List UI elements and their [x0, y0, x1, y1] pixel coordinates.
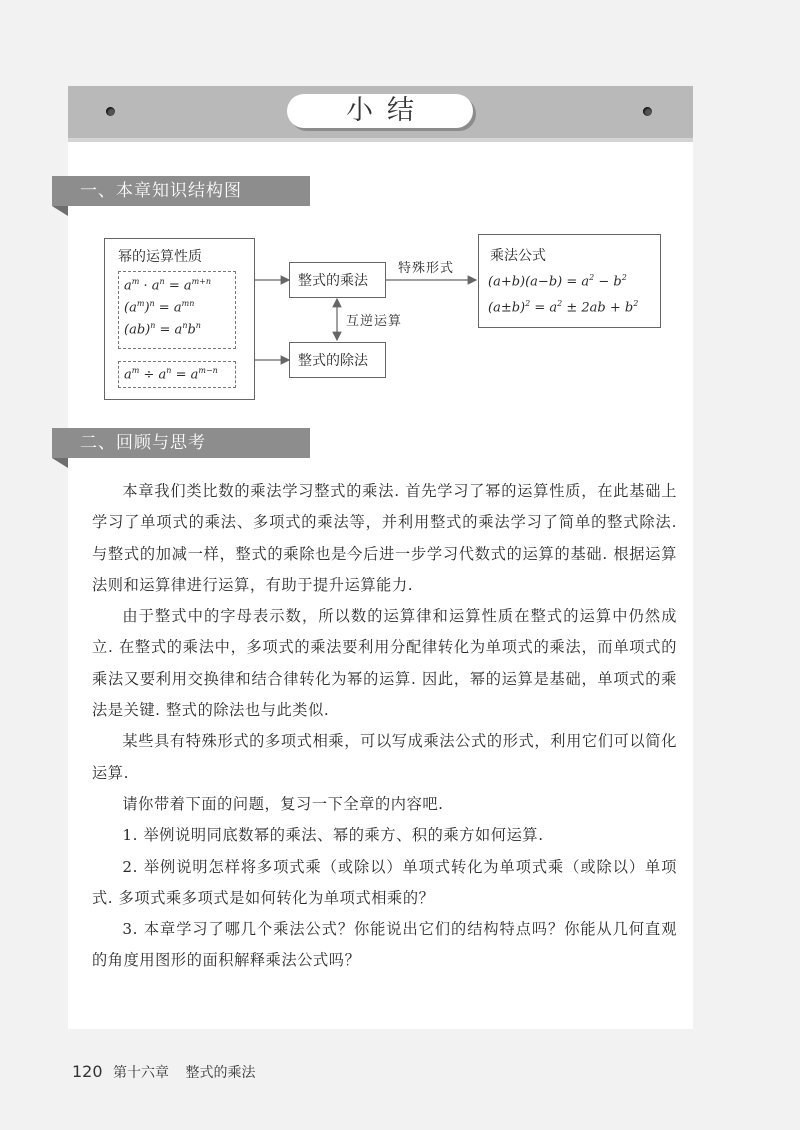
rule-product-of-powers: $a^m \cdot a^n = a^{m+n}$	[124, 277, 212, 294]
rule-power-of-product: $(ab)^n = a^nb^n$	[124, 321, 201, 338]
chapter-title: 整式的乘法	[185, 1065, 256, 1081]
inverse-operation-label: 互逆运算	[346, 314, 403, 329]
rule-power-of-power: $(a^m)^n = a^{mn}$	[124, 299, 195, 316]
question-item: 1. 举例说明同底数幂的乘法、幂的乘方、积的乘方如何运算.	[122, 826, 544, 845]
formula-difference-of-squares: $(a+b)(a-b) = a^2 - b^2$	[488, 273, 627, 290]
special-form-label: 特殊形式	[398, 261, 455, 276]
multiplication-node-label: 整式的乘法	[298, 273, 368, 289]
power-rules-title: 幂的运算性质	[118, 249, 202, 265]
question-item: 3. 本章学习了哪几个乘法公式？你能说出它们的结构特点吗？你能从几何直观的角度用图形的面积解释乘法公式吗？	[92, 920, 677, 970]
page-title: 小结	[287, 94, 473, 128]
paragraph: 由于整式中的字母表示数，所以数的运算律和运算性质在整式的运算中仍然成立. 在整式的乘法中，多项式的乘法要利用分配律转化为单项式的乘法，而单项式的乘法又要利用交换律和结合律转化为幂的运算. 因此，幂的运算是基础，单项式的乘法是关键. 整式的除法也与此类似.	[92, 607, 677, 720]
paragraph: 请你带着下面的问题，复习一下全章的内容吧.	[122, 794, 444, 813]
formula-box-title: 乘法公式	[490, 248, 546, 264]
paragraph: 某些具有特殊形式的多项式相乘，可以写成乘法公式的形式，利用它们可以简化运算.	[92, 732, 677, 782]
division-node-label: 整式的除法	[298, 353, 368, 369]
chapter-number: 第十六章	[113, 1065, 169, 1081]
page-footer	[72, 1062, 255, 1082]
formula-perfect-square: $(a\pm b)^2 = a^2 \pm 2ab + b^2$	[488, 299, 639, 316]
section-heading-structure: 一、本章知识结构图	[52, 176, 310, 206]
page-number: 120	[72, 1062, 103, 1081]
question-item: 2. 举例说明怎样将多项式乘（或除以）单项式转化为单项式乘（或除以）单项式. 多项式乘多项式是如何转化为单项式相乘的？	[92, 857, 677, 907]
rule-division-of-powers: $a^m \div a^n = a^{m-n}$	[124, 366, 218, 383]
review-text	[92, 476, 677, 977]
section-heading-review: 二、回顾与思考	[52, 428, 310, 458]
paragraph: 本章我们类比数的乘法学习整式的乘法. 首先学习了幂的运算性质，在此基础上学习了单项式的乘法、多项式的乘法等，并利用整式的乘法学习了简单的整式除法. 与整式的加减一样，整式的乘除也是今后进一步学习代数式的运算的基础. 根据运算法则和运算律进行运算，有助于提升运算能力.	[92, 482, 677, 594]
